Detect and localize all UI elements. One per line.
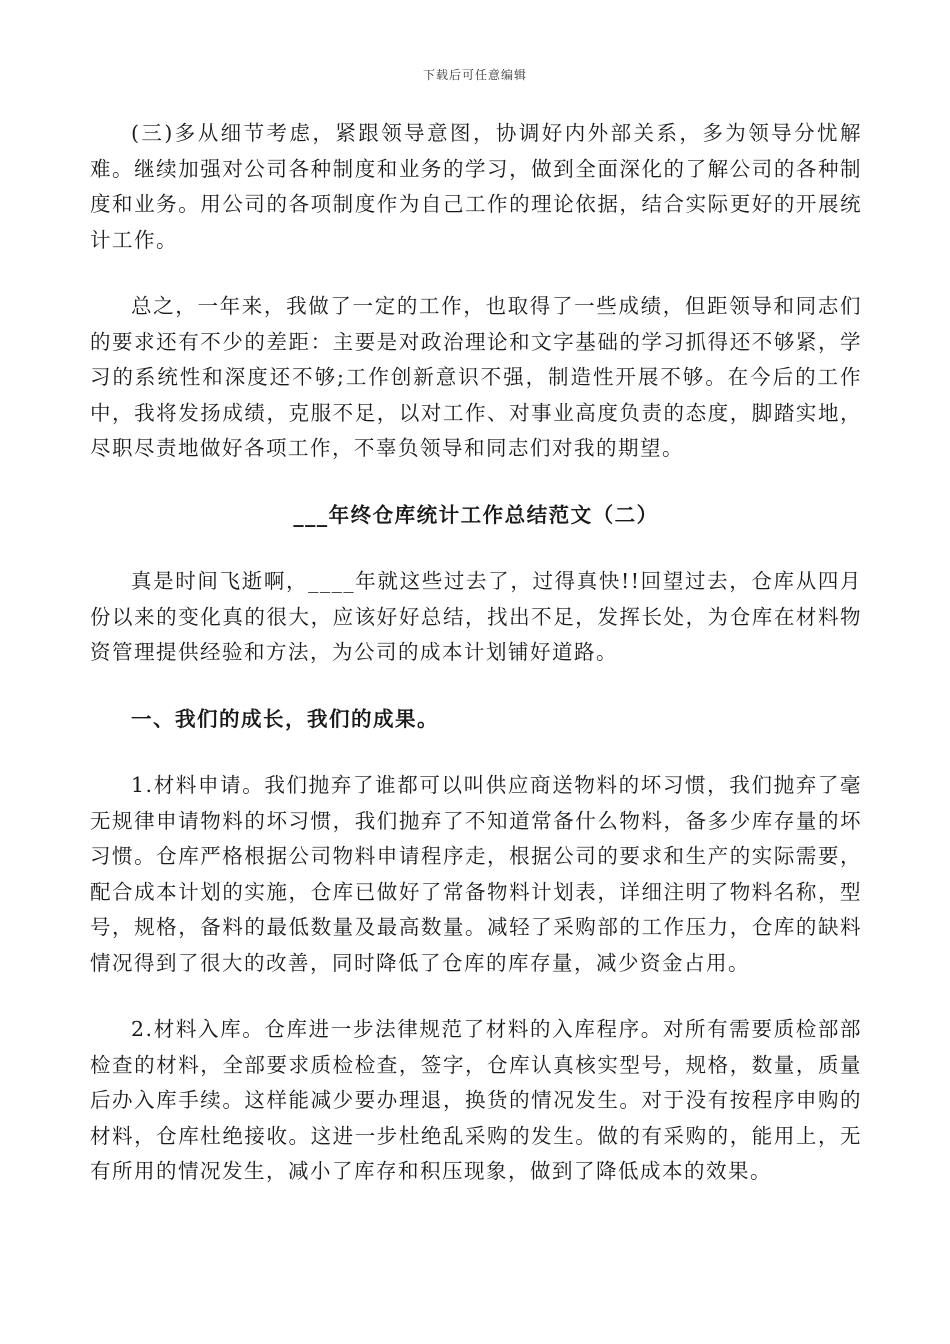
paragraph-gap	[90, 981, 862, 1012]
paragraph-intro: 真是时间飞逝啊，____年就这些过去了，过得真快!!回望过去，仓库从四月份以来的变化真的很大，应该好好总结，找出不足，发挥长处，为仓库在材料物资管理提供经验和方法，为公司的成本计划铺好道路。	[90, 569, 862, 664]
section-title: ___年终仓库统计工作总结范文（二）	[293, 502, 659, 527]
paragraph-gap	[90, 671, 862, 702]
subheading-growth: 一、我们的成长，我们的成果。	[131, 706, 439, 731]
paragraph-gap	[90, 258, 862, 289]
paragraph-material-inbound: 2.材料入库。仓库进一步法律规范了材料的入库程序。对所有需要质检部部检查的材料，全部要求质检检查，签字，仓库认真核实型号，规格，数量，质量后办入库手续。这样能减少要办理退，换货的情况发生。对于没有按程序申购的材料，仓库杜绝接收。这进一步杜绝乱采购的发生。做的有采购的，能用上，无有所用的情况发生，减小了库存和积压现象，做到了降低成本的效果。	[90, 1017, 862, 1183]
paragraph-gap	[90, 533, 862, 564]
paragraph-gap	[90, 467, 862, 498]
paragraph-gap	[90, 737, 862, 768]
paragraph-material-request: 1.材料申请。我们抛弃了谁都可以叫供应商送物料的坏习惯，我们抛弃了毫无规律申请物料的坏习惯，我们抛弃了不知道常备什么物料，备多少库存量的坏习惯。仓库严格根据公司物料申请程序走，根据公司的要求和生产的实际需要，配合成本计划的实施，仓库已做好了常备物料计划表，详细注明了物料名称，型号，规格，备料的最低数量及最高数量。减轻了采购部的工作压力，仓库的缺料情况得到了很大的改善，同时降低了仓库的库存量，减少资金占用。	[90, 773, 862, 975]
header-note: 下载后可任意编辑	[422, 68, 527, 82]
paragraph-detail-focus: (三)多从细节考虑，紧跟领导意图，协调好内外部关系，多为领导分忧解难。继续加强对公司各种制度和业务的学习，做到全面深化的了解公司的各种制度和业务。用公司的各项制度作为自己工作的理论依据，结合实际更好的开展统计工作。	[90, 121, 862, 252]
document-body	[90, 116, 862, 1190]
paragraph-summary: 总之，一年来，我做了一定的工作，也取得了一些成绩，但距领导和同志们的要求还有不少的差距：主要是对政治理论和文字基础的学习抓得还不够紧，学习的系统性和深度还不够;工作创新意识不强，制造性开展不够。在今后的工作中，我将发扬成绩，克服不足，以对工作、对事业高度负责的态度，脚踏实地，尽职尽责地做好各项工作，不辜负领导和同志们对我的期望。	[90, 294, 862, 460]
